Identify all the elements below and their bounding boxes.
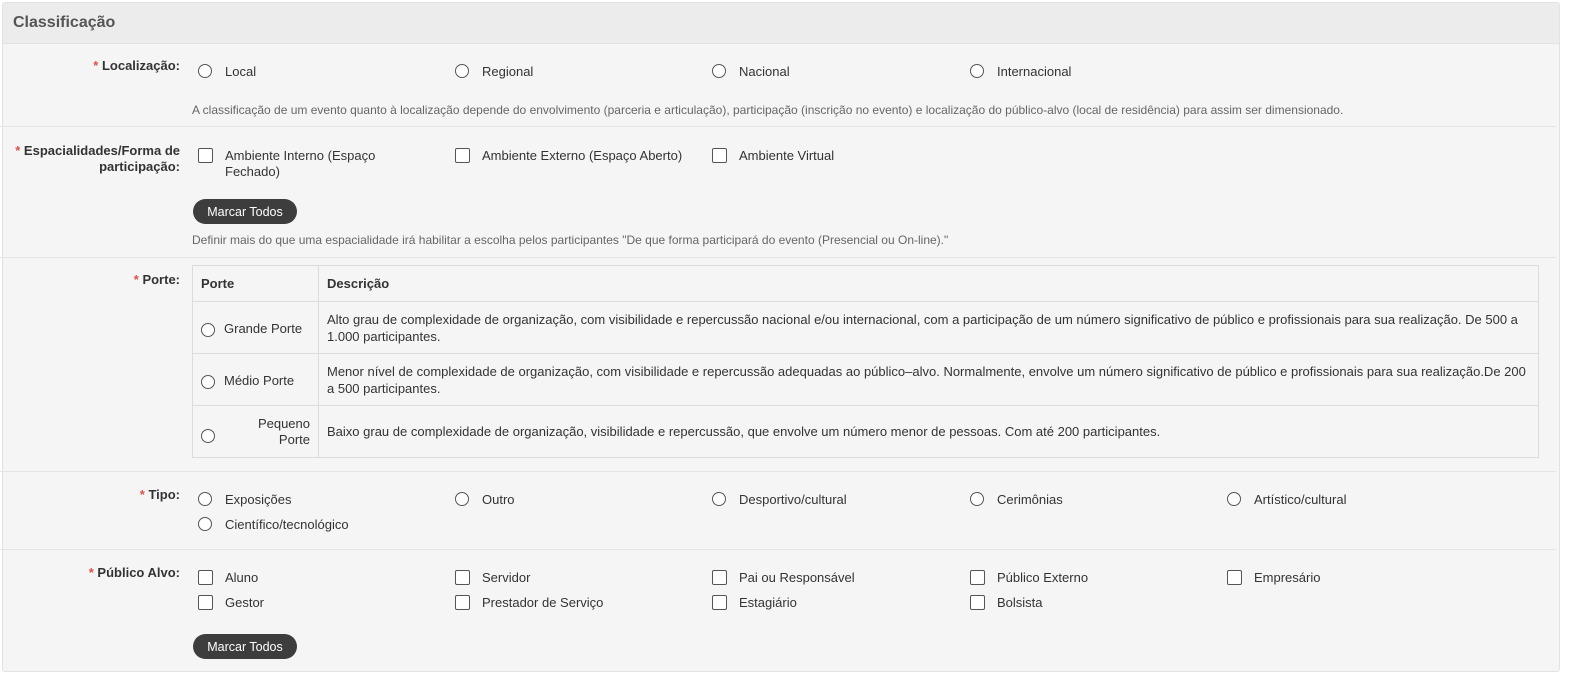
radio-button[interactable] xyxy=(201,323,215,337)
porte-option-pequeno[interactable]: Pequeno Porte xyxy=(193,406,319,458)
checkbox[interactable] xyxy=(455,595,470,610)
checkbox[interactable] xyxy=(455,570,470,585)
radio-button[interactable] xyxy=(712,64,726,78)
table-row xyxy=(193,354,1539,406)
checkbox[interactable] xyxy=(1227,570,1242,585)
checkbox[interactable] xyxy=(712,570,727,585)
porte-desc-grande: Alto grau de complexidade de organização, com visibilidade e repercussão nacional e/ou internacional, com a participação de um número significativo de público e profissionais para sua realização. De 500 a 1.000 participantes. xyxy=(319,302,1539,354)
porte-table-header xyxy=(193,266,1539,302)
espacialidades-marcar-todos-button[interactable]: Marcar Todos xyxy=(193,199,297,224)
checkbox[interactable] xyxy=(712,148,727,163)
porte-desc-pequeno: Baixo grau de complexidade de organização, visibilidade e repercussão, que envolve um número menor de pessoas. Com até 200 participantes. xyxy=(319,406,1539,458)
publico-marcar-todos-button[interactable]: Marcar Todos xyxy=(193,634,297,659)
radio-button[interactable] xyxy=(201,429,215,443)
column-header-descricao: Descrição xyxy=(319,266,1539,302)
checkbox[interactable] xyxy=(970,595,985,610)
porte-desc-medio: Menor nível de complexidade de organização, com visibilidade e repercussão adequadas ao público–alvo. Normalmente, envolve um número significativo de público e profissionais para sua realização.De 200 a 500 participantes. xyxy=(319,354,1539,406)
checkbox[interactable] xyxy=(455,148,470,163)
radio-button[interactable] xyxy=(198,517,212,531)
required-marker: * xyxy=(139,487,145,502)
tipo-row: * Tipo: Exposições Outro Desportivo/cultural Cerimônias Artístico/cultural Científico/tecnológico xyxy=(0,472,1556,550)
required-marker: * xyxy=(88,565,94,580)
required-marker: * xyxy=(133,272,139,287)
panel-header xyxy=(3,3,1559,44)
checkbox[interactable] xyxy=(198,570,213,585)
localizacao-hint: A classificação de um evento quanto à localização depende do envolvimento (parceria e articulação), participação (inscrição no evento) e localização do público-alvo (local de residência) para assim ser dimensionado. xyxy=(192,103,1344,117)
espacialidades-row: * Espacialidades/Forma de participação: Ambiente Interno (Espaço Fechado) Ambiente Externo (Espaço Aberto) Ambiente Virtual Marcar Todos Definir mais do que uma espacialidade irá habilitar a escolha pelos participantes "De que forma participará do evento (Presencial ou On-line)." xyxy=(0,127,1556,258)
radio-button[interactable] xyxy=(201,375,215,389)
radio-button[interactable] xyxy=(970,492,984,506)
table-row xyxy=(193,406,1539,458)
localizacao-row: * Localização: Local Regional Nacional Internacional A classificação de um evento quanto à localização depende do envolvimento (parceria e articulação), participação (inscrição no evento) e localização do público-alvo (local de residência) para assim ser dimensionado. xyxy=(0,45,1556,127)
required-marker: * xyxy=(15,143,21,158)
column-header-porte: Porte xyxy=(193,266,319,302)
table-row xyxy=(193,302,1539,354)
espacialidades-label: * Espacialidades/Forma de participação: xyxy=(15,143,180,174)
radio-button[interactable] xyxy=(712,492,726,506)
panel-title: Classificação xyxy=(13,14,116,31)
radio-button[interactable] xyxy=(455,492,469,506)
checkbox[interactable] xyxy=(198,148,213,163)
required-marker: * xyxy=(93,58,99,73)
porte-option-grande[interactable]: Grande Porte xyxy=(193,302,319,354)
radio-button[interactable] xyxy=(198,64,212,78)
radio-button[interactable] xyxy=(970,64,984,78)
localizacao-label xyxy=(2,58,180,74)
publico-row: * Público Alvo: Aluno Servidor Pai ou Responsável Público Externo Empresário Gestor Prestador de Serviço Estagiário Bolsista Marcar Todos xyxy=(0,550,1556,668)
radio-button[interactable] xyxy=(1227,492,1241,506)
porte-label: * Porte: xyxy=(133,272,180,287)
tipo-label: * Tipo: xyxy=(139,487,180,502)
localizacao-label-text: Localização: xyxy=(101,58,180,73)
porte-option-medio[interactable]: Médio Porte xyxy=(193,354,319,406)
checkbox[interactable] xyxy=(970,570,985,585)
publico-label: * Público Alvo: xyxy=(88,565,180,580)
espacialidades-hint: Definir mais do que uma espacialidade irá habilitar a escolha pelos participantes "De que forma participará do evento (Presencial ou On-line)." xyxy=(192,233,949,247)
checkbox[interactable] xyxy=(198,595,213,610)
radio-button[interactable] xyxy=(198,492,212,506)
radio-button[interactable] xyxy=(455,64,469,78)
porte-table xyxy=(192,265,1539,458)
checkbox[interactable] xyxy=(712,595,727,610)
